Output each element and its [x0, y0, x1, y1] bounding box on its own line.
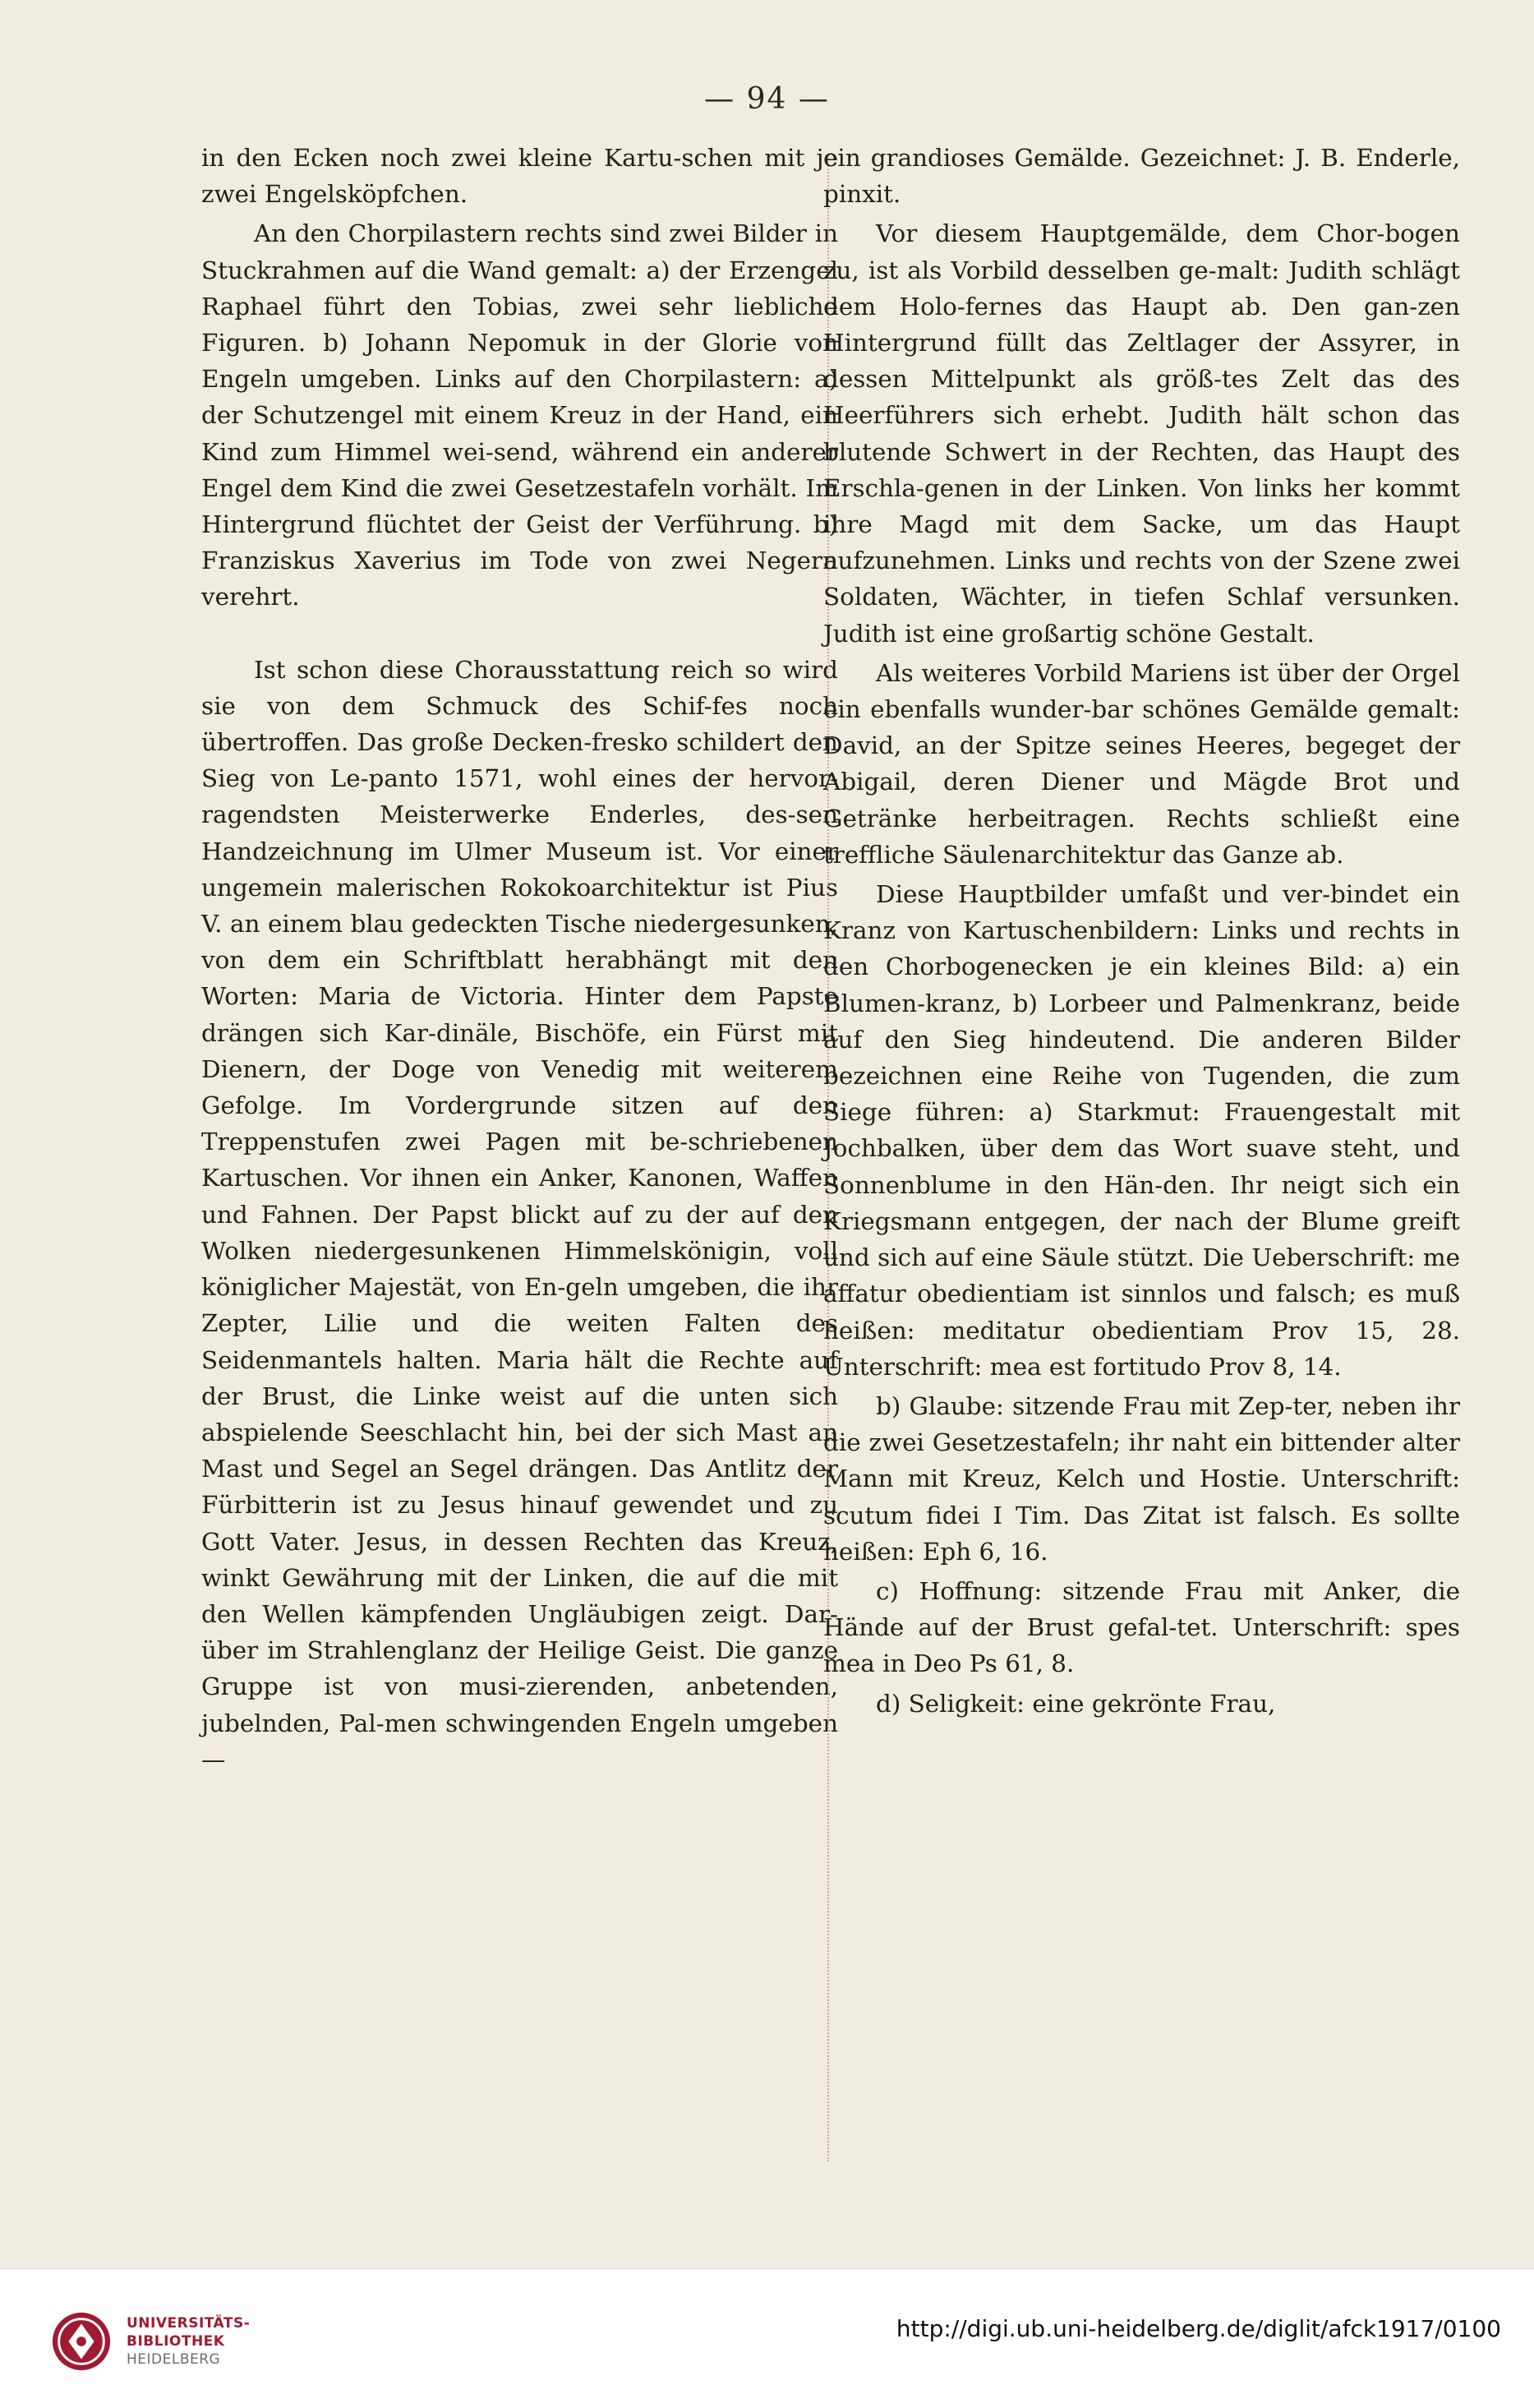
paragraph: c) Hoffnung: sitzende Frau mit Anker, die Hände auf der Brust gefal-tet. Unterschrift: spes mea in Deo Ps 61, 8. — [823, 1576, 1460, 1678]
source-url-link[interactable]: http://digi.ub.uni-heidelberg.de/diglit/afck1917/0100 — [896, 2315, 1501, 2342]
footer-bar — [0, 2268, 1534, 2408]
paragraph: Als weiteres Vorbild Mariens ist über der Orgel ein ebenfalls wunder-bar schönes Gemälde gemalt: David, an der Spitze seines Heeres, begeget der Abigail, deren Diener und Mägde Brot und Getränke herbeitragen. Rechts schließt eine treffliche Säulenarchitektur das Ganze ab. — [823, 658, 1460, 869]
left-column — [201, 140, 838, 1778]
library-name-line: HEIDELBERG — [127, 2351, 221, 2368]
paragraph: An den Chorpilastern rechts sind zwei Bilder in Stuckrahmen auf die Wand gemalt: a) der Erzengel Raphael führt den Tobias, zwei sehr liebliche Figuren. b) Johann Nepomuk in der Glorie von Engeln umgeben. Links auf den Chorpilastern: a) der Schutzengel mit einem Kreuz in der Hand, ein Kind zum Himmel wei-send, während ein anderer Engel dem Kind die zwei Gesetzestafeln vorhält. Im Hintergrund flüchtet der Geist der Verführung. b) Franziskus Xaverius im Tode von zwei Negern verehrt. — [201, 219, 838, 611]
library-name — [127, 2314, 250, 2369]
paragraph: Diese Hauptbilder umfaßt und ver-bindet ein Kranz von Kartuschenbildern: Links und rechts in den Chorbogenecken je ein kleines Bild: a) ein Blumen-kranz, b) Lorbeer und Palmenkranz, beide auf den Sieg hindeutend. Die anderen Bilder bezeichnen eine Reihe von Tugenden, die zum Siege führen: a) Starkmut: Frauengestalt mit Jochbalken, über dem das Wort suave steht, und Sonnenblume in den Hän-den. Ihr neigt sich ein Kriegsmann entgegen, der nach der Blume greift und sich auf eine Säule stützt. Die Ueberschrift: me affatur obedientiam ist sinnlos und falsch; es muß heißen: meditatur obedientiam Prov 15, 28. Unterschrift: mea est fortitudo Prov 8, 14. — [823, 880, 1460, 1381]
right-column — [823, 140, 1460, 1722]
paragraph: b) Glaube: sitzende Frau mit Zep-ter, neben ihr die zwei Gesetzestafeln; ihr naht ein bittender alter Mann mit Kreuz, Kelch und Hostie. Unterschrift: scutum fidei I Tim. Das Zitat ist falsch. Es sollte heißen: Eph 6, 16. — [823, 1391, 1460, 1566]
library-name-line: UNIVERSITÄTS- — [127, 2315, 251, 2332]
paragraph: Ist schon diese Chorausstattung reich so wird sie von dem Schmuck des Schif-fes noch übertroffen. Das große Decken-fresko schildert den Sieg von Le-panto 1571, wohl eines der hervor-ragendsten Meisterwerke Enderles, des-sen Handzeichnung im Ulmer Museum ist. Vor einer ungemein malerischen Rokokoarchitektur ist Pius V. an einem blau gedeckten Tische niedergesunken, von dem ein Schriftblatt herabhängt mit den Worten: Maria de Victoria. Hinter dem Papste drängen sich Kar-dinäle, Bischöfe, ein Fürst mit Dienern, der Doge von Venedig mit weiterem Gefolge. Im Vordergrunde sitzen auf den Treppenstufen zwei Pagen mit be-schriebenen Kartuschen. Vor ihnen ein Anker, Kanonen, Waffen und Fahnen. Der Papst blickt auf zu der auf den Wolken niedergesunkenen Himmelskönigin, voll königlicher Majestät, von En-geln umgeben, die ihr Zepter, Lilie und die weiten Falten des Seidenmantels halten. Maria hält die Rechte auf der Brust, die Linke weist auf die unten sich abspielende Seeschlacht hin, bei der sich Mast an Mast und Segel an Segel drängen. Das Antlitz der Fürbitterin ist zu Jesus hinauf gewendet und zu Gott Vater. Jesus, in dessen Rechten das Kreuz, winkt Gewährung mit der Linken, die auf die mit den Wellen kämpfenden Ungläubigen zeigt. Dar-über im Strahlenglanz der Heilige Geist. Die ganze Gruppe ist von musi-zierenden, anbetenden, jubelnden, Pal-men schwingenden Engeln umgeben — — [201, 655, 838, 1774]
paragraph: Vor diesem Hauptgemälde, dem Chor-bogen zu, ist als Vorbild desselben ge-malt: Judith schlägt dem Holo-fernes das Haupt ab. Den gan-zen Hintergrund füllt das Zeltlager der Assyrer, in dessen Mittelpunkt als größ-tes Zelt das des Heerführers sich erhebt. Judith hält schon das blutende Schwert in der Rechten, das Haupt des Erschla-genen in der Linken. Von links her kommt ihre Magd mit dem Sacke, um das Haupt aufzunehmen. Links und rechts von der Szene zwei Soldaten, Wächter, in tiefen Schlaf versunken. Judith ist eine großartig schöne Gestalt. — [823, 219, 1460, 648]
library-logo[interactable] — [49, 2300, 329, 2383]
library-seal-icon — [49, 2309, 113, 2373]
page-number: — 94 — — [704, 82, 830, 116]
paragraph: in den Ecken noch zwei kleine Kartu-schen mit je zwei Engelsköpfchen. — [201, 144, 838, 209]
paragraph: ein grandioses Gemälde. Gezeichnet: J. B. Enderle, pinxit. — [823, 144, 1460, 209]
paragraph: d) Seligkeit: eine gekrönte Frau, — [876, 1689, 1276, 1718]
library-name-line: BIBLIOTHEK — [127, 2333, 225, 2350]
